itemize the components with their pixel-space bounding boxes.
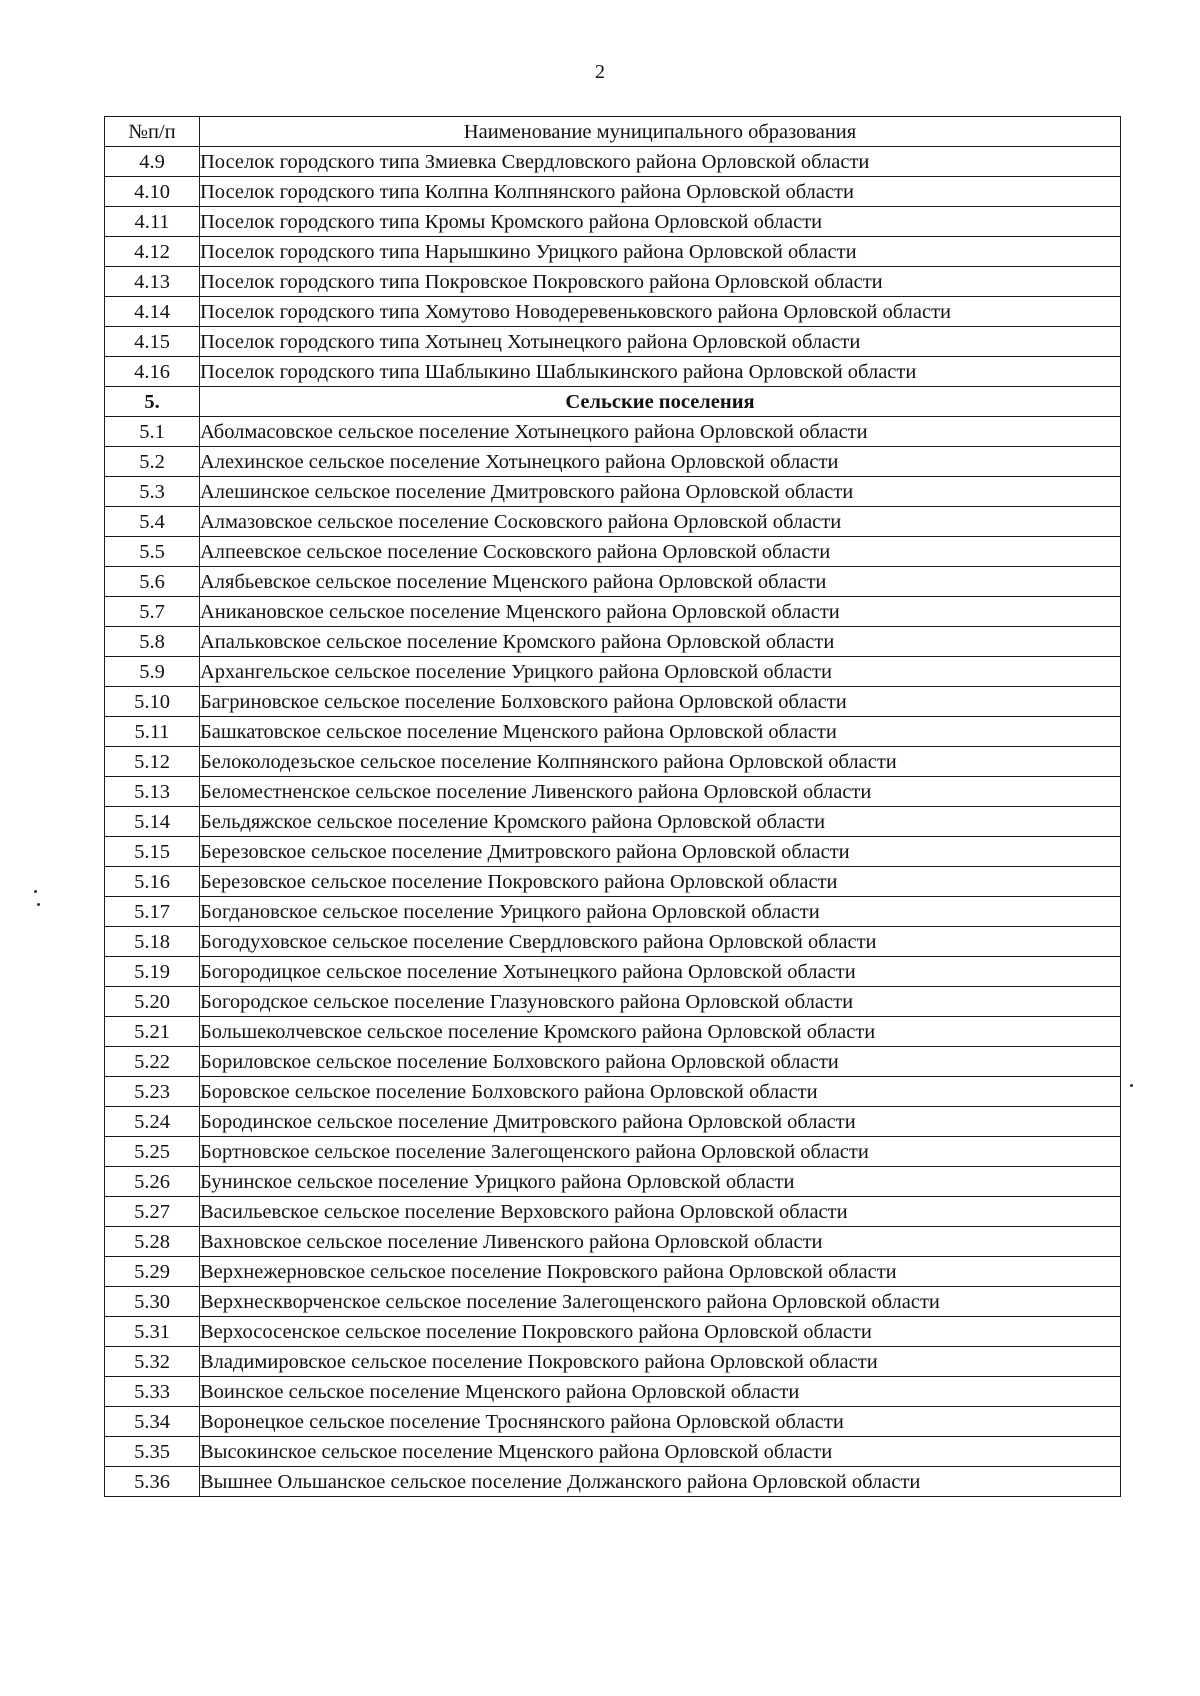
row-number: 5.15 <box>105 837 200 867</box>
table-row <box>105 1047 1121 1077</box>
municipality-name: Вахновское сельское поселение Ливенского района Орловской области <box>200 1227 1121 1257</box>
row-number: 5.35 <box>105 1437 200 1467</box>
row-number: 5.4 <box>105 507 200 537</box>
header-number: №п/п <box>105 117 200 147</box>
municipality-name: Воинское сельское поселение Мценского района Орловской области <box>200 1377 1121 1407</box>
municipality-name: Поселок городского типа Колпна Колпнянского района Орловской области <box>200 177 1121 207</box>
table-row <box>105 747 1121 777</box>
row-number: 5.33 <box>105 1377 200 1407</box>
table-row <box>105 447 1121 477</box>
row-number: 5.6 <box>105 567 200 597</box>
row-number: 4.9 <box>105 147 200 177</box>
row-number: 5.25 <box>105 1137 200 1167</box>
municipality-name: Алехинское сельское поселение Хотынецкого района Орловской области <box>200 447 1121 477</box>
row-number: 5.22 <box>105 1047 200 1077</box>
row-number: 5.29 <box>105 1257 200 1287</box>
municipality-name: Березовское сельское поселение Покровского района Орловской области <box>200 867 1121 897</box>
municipality-name: Богодуховское сельское поселение Свердловского района Орловской области <box>200 927 1121 957</box>
table-row <box>105 297 1121 327</box>
table-row <box>105 837 1121 867</box>
row-number: 5.21 <box>105 1017 200 1047</box>
table-row <box>105 327 1121 357</box>
row-number: 4.16 <box>105 357 200 387</box>
table-row <box>105 657 1121 687</box>
row-number: 5.9 <box>105 657 200 687</box>
table-row <box>105 1077 1121 1107</box>
row-number: 5.32 <box>105 1347 200 1377</box>
municipality-name: Верхнескворченское сельское поселение Залегощенского района Орловской области <box>200 1287 1121 1317</box>
row-number: 5. <box>105 387 200 417</box>
municipality-name: Воронецкое сельское поселение Троснянского района Орловской области <box>200 1407 1121 1437</box>
row-number: 4.15 <box>105 327 200 357</box>
row-number: 5.30 <box>105 1287 200 1317</box>
table-row <box>105 1437 1121 1467</box>
table-row <box>105 177 1121 207</box>
row-number: 5.5 <box>105 537 200 567</box>
municipality-name: Высокинское сельское поселение Мценского района Орловской области <box>200 1437 1121 1467</box>
municipality-name: Верхнежерновское сельское поселение Покровского района Орловской области <box>200 1257 1121 1287</box>
page-number: 2 <box>595 61 605 83</box>
municipality-name: Алешинское сельское поселение Дмитровского района Орловской области <box>200 477 1121 507</box>
municipality-name: Поселок городского типа Хотынец Хотынецкого района Орловской области <box>200 327 1121 357</box>
municipality-name: Поселок городского типа Хомутово Новодеревеньковского района Орловской области <box>200 297 1121 327</box>
table-row <box>105 1317 1121 1347</box>
row-number: 5.10 <box>105 687 200 717</box>
table-row <box>105 1377 1121 1407</box>
row-number: 4.12 <box>105 237 200 267</box>
municipality-name: Поселок городского типа Кромы Кромского района Орловской области <box>200 207 1121 237</box>
table-row <box>105 627 1121 657</box>
municipality-name: Бунинское сельское поселение Урицкого района Орловской области <box>200 1167 1121 1197</box>
table-header-row <box>105 117 1121 147</box>
municipality-name: Белоколодезьское сельское поселение Колпнянского района Орловской области <box>200 747 1121 777</box>
table-row <box>105 1287 1121 1317</box>
municipality-name: Бориловское сельское поселение Болховского района Орловской области <box>200 1047 1121 1077</box>
municipality-name: Башкатовское сельское поселение Мценского района Орловской области <box>200 717 1121 747</box>
table-row <box>105 957 1121 987</box>
table-row <box>105 897 1121 927</box>
municipality-name: Владимировское сельское поселение Покровского района Орловской области <box>200 1347 1121 1377</box>
table-row <box>105 717 1121 747</box>
municipality-name: Беломестненское сельское поселение Ливенского района Орловской области <box>200 777 1121 807</box>
table-row <box>105 537 1121 567</box>
table-row <box>105 807 1121 837</box>
table-row <box>105 1197 1121 1227</box>
municipality-name: Архангельское сельское поселение Урицкого района Орловской области <box>200 657 1121 687</box>
municipality-name: Поселок городского типа Шаблыкино Шаблыкинского района Орловской области <box>200 357 1121 387</box>
row-number: 5.3 <box>105 477 200 507</box>
row-number: 5.7 <box>105 597 200 627</box>
row-number: 5.12 <box>105 747 200 777</box>
municipality-name: Бельдяжское сельское поселение Кромского района Орловской области <box>200 807 1121 837</box>
table-row <box>105 357 1121 387</box>
table-row <box>105 1227 1121 1257</box>
section-title: Сельские поселения <box>200 387 1121 417</box>
table-row <box>105 1167 1121 1197</box>
table-row <box>105 237 1121 267</box>
municipality-name: Поселок городского типа Змиевка Свердловского района Орловской области <box>200 147 1121 177</box>
municipality-name: Боровское сельское поселение Болховского района Орловской области <box>200 1077 1121 1107</box>
municipality-name: Поселок городского типа Покровское Покровского района Орловской области <box>200 267 1121 297</box>
table-row <box>105 207 1121 237</box>
table-row <box>105 567 1121 597</box>
table-row <box>105 1257 1121 1287</box>
row-number: 5.13 <box>105 777 200 807</box>
table-row <box>105 687 1121 717</box>
table-row <box>105 1137 1121 1167</box>
row-number: 5.34 <box>105 1407 200 1437</box>
row-number: 5.36 <box>105 1467 200 1497</box>
row-number: 5.28 <box>105 1227 200 1257</box>
municipality-name: Алмазовское сельское поселение Сосковского района Орловской области <box>200 507 1121 537</box>
table-row <box>105 1017 1121 1047</box>
row-number: 4.10 <box>105 177 200 207</box>
municipality-name: Васильевское сельское поселение Верховского района Орловской области <box>200 1197 1121 1227</box>
table-row <box>105 867 1121 897</box>
table-row <box>105 927 1121 957</box>
table-row <box>105 1107 1121 1137</box>
table-row <box>105 147 1121 177</box>
row-number: 5.1 <box>105 417 200 447</box>
row-number: 5.31 <box>105 1317 200 1347</box>
table-row <box>105 1467 1121 1497</box>
row-number: 5.24 <box>105 1107 200 1137</box>
table-row <box>105 507 1121 537</box>
row-number: 5.18 <box>105 927 200 957</box>
section-row <box>105 387 1121 417</box>
row-number: 4.11 <box>105 207 200 237</box>
row-number: 5.27 <box>105 1197 200 1227</box>
municipality-name: Верхососенское сельское поселение Покровского района Орловской области <box>200 1317 1121 1347</box>
row-number: 5.23 <box>105 1077 200 1107</box>
municipality-name: Богородицкое сельское поселение Хотынецкого района Орловской области <box>200 957 1121 987</box>
municipality-name: Богдановское сельское поселение Урицкого района Орловской области <box>200 897 1121 927</box>
row-number: 5.17 <box>105 897 200 927</box>
table-row <box>105 417 1121 447</box>
municipality-name: Аболмасовское сельское поселение Хотынецкого района Орловской области <box>200 417 1121 447</box>
municipality-name: Бортновское сельское поселение Залегощенского района Орловской области <box>200 1137 1121 1167</box>
row-number: 5.14 <box>105 807 200 837</box>
municipality-name: Поселок городского типа Нарышкино Урицкого района Орловской области <box>200 237 1121 267</box>
table-row <box>105 1407 1121 1437</box>
row-number: 4.14 <box>105 297 200 327</box>
municipalities-table <box>104 116 1121 1497</box>
municipality-name: Багриновское сельское поселение Болховского района Орловской области <box>200 687 1121 717</box>
row-number: 5.2 <box>105 447 200 477</box>
municipality-name: Вышнее Ольшанское сельское поселение Должанского района Орловской области <box>200 1467 1121 1497</box>
row-number: 5.8 <box>105 627 200 657</box>
municipality-name: Алпеевское сельское поселение Сосковского района Орловской области <box>200 537 1121 567</box>
row-number: 5.16 <box>105 867 200 897</box>
header-name: Наименование муниципального образования <box>200 117 1121 147</box>
table-row <box>105 1347 1121 1377</box>
row-number: 5.19 <box>105 957 200 987</box>
table-row <box>105 777 1121 807</box>
row-number: 5.20 <box>105 987 200 1017</box>
table-row <box>105 267 1121 297</box>
municipality-name: Бородинское сельское поселение Дмитровского района Орловской области <box>200 1107 1121 1137</box>
table-row <box>105 477 1121 507</box>
row-number: 5.26 <box>105 1167 200 1197</box>
municipality-name: Березовское сельское поселение Дмитровского района Орловской области <box>200 837 1121 867</box>
row-number: 5.11 <box>105 717 200 747</box>
municipality-name: Большеколчевское сельское поселение Кромского района Орловской области <box>200 1017 1121 1047</box>
table-body <box>105 147 1121 1497</box>
municipality-name: Аникановское сельское поселение Мценского района Орловской области <box>200 597 1121 627</box>
table-row <box>105 987 1121 1017</box>
municipality-name: Апальковское сельское поселение Кромского района Орловской области <box>200 627 1121 657</box>
municipality-name: Алябьевское сельское поселение Мценского района Орловской области <box>200 567 1121 597</box>
table-row <box>105 597 1121 627</box>
municipality-name: Богородское сельское поселение Глазуновского района Орловской области <box>200 987 1121 1017</box>
row-number: 4.13 <box>105 267 200 297</box>
